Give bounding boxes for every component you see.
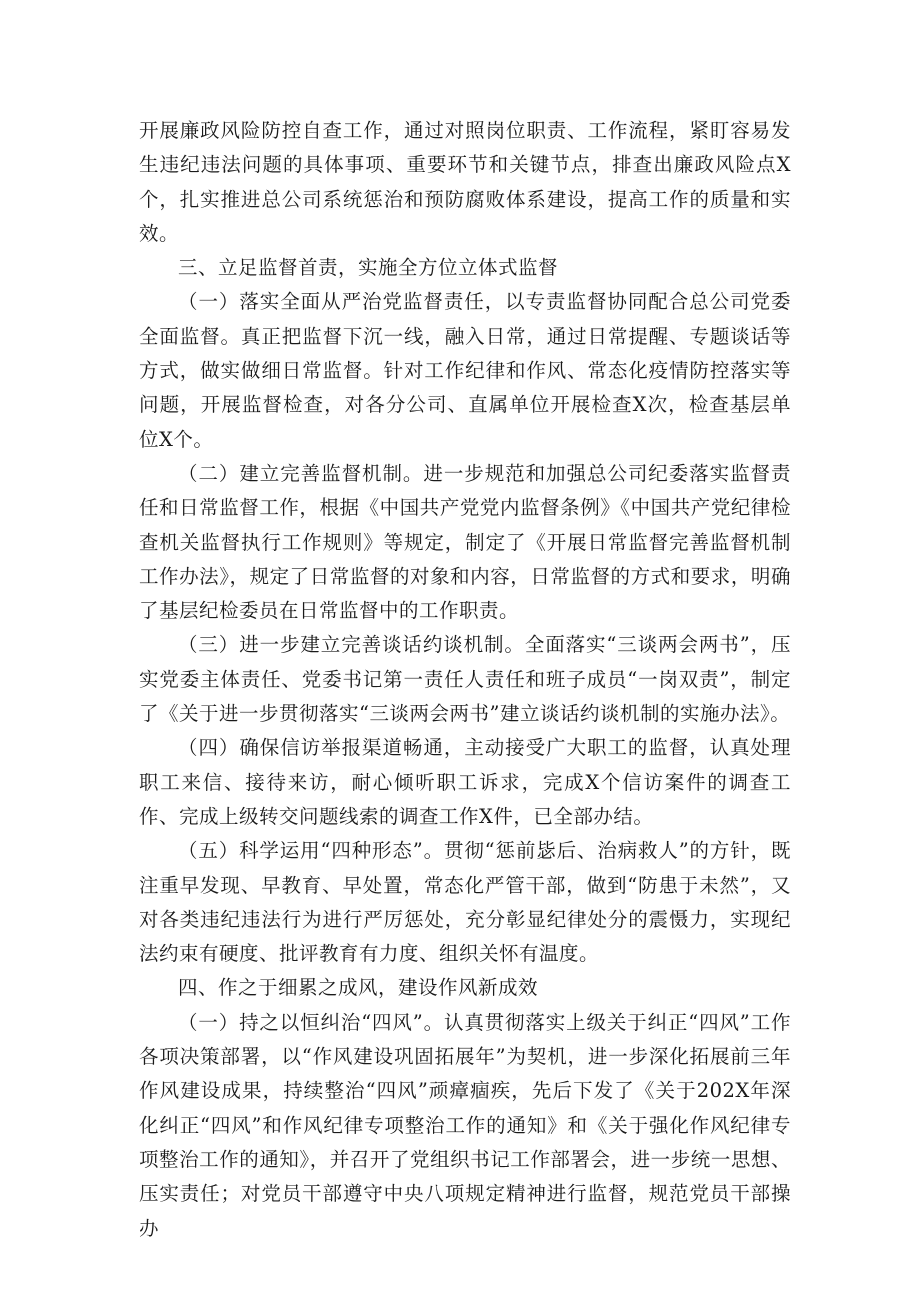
- paragraph-3-1: （一）落实全面从严治党监督责任，以专责监督协同配合总公司党委全面监督。真正把监督下沉一线，融入日常，通过日常提醒、专题谈话等方式，做实做细日常监督。针对工作纪律和作风、常态化疫情防控落实等问题，开展监督检查，对各分公司、直属单位开展检查X次，检查基层单位X个。: [139, 290, 791, 451]
- section-heading-4: 四、作之于细累之成风，建设作风新成效: [178, 976, 539, 1000]
- paragraph-3-2: （二）建立完善监督机制。进一步规范和加强总公司纪委落实监督责任和日常监督工作，根据《中国共产党党内监督条例》《中国共产党纪律检查机关监督执行工作规则》等规定，制定了《开展日常监督完善监督机制工作办法》，规定了日常监督的对象和内容，日常监督的方式和要求，明确了基层纪检委员在日常监督中的工作职责。: [139, 461, 791, 623]
- document-body: [139, 114, 791, 1246]
- section-heading-3: 三、立足监督首责，实施全方位立体式监督: [178, 256, 559, 280]
- paragraph-3-3: （三）进一步建立完善谈话约谈机制。全面落实“三谈两会两书”，压实党委主体责任、党委书记第一责任人责任和班子成员“一岗双责”，制定了《关于进一步贯彻落实“三谈两会两书”建立谈话约谈机制的实施办法》。: [139, 633, 791, 726]
- paragraph-4-1: （一）持之以恒纠治“四风”。认真贯彻落实上级关于纠正“四风”工作各项决策部署，以“作风建设巩固拓展年”为契机，进一步深化拓展前三年作风建设成果，持续整治“四风”顽瘴痼疾，先后下发了《关于202X年深化纠正“四风”和作风纪律专项整治工作的通知》和《关于强化作风纪律专项整治工作的通知》，并召开了党组织书记工作部署会，进一步统一思想、压实责任；对党员干部遵守中央八项规定精神进行监督，规范党员干部操办: [139, 1010, 791, 1240]
- paragraph-continuation: 开展廉政风险防控自查工作，通过对照岗位职责、工作流程，紧盯容易发生违纪违法问题的具体事项、重要环节和关键节点，排查出廉政风险点X个，扎实推进总公司系统惩治和预防腐败体系建设，提高工作的质量和实效。: [139, 119, 791, 245]
- paragraph-3-5: （五）科学运用“四种形态”。贯彻“惩前毖后、治病救人”的方针，既注重早发现、早教育、早处置，常态化严管干部，做到“防患于未然”，又对各类违纪违法行为进行严厉惩处，充分彰显纪律处分的震慑力，实现纪法约束有硬度、批评教育有力度、组织关怀有温度。: [139, 839, 791, 966]
- paragraph-3-4: （四）确保信访举报渠道畅通，主动接受广大职工的监督，认真处理职工来信、接待来访，耐心倾听职工诉求，完成X个信访案件的调查工作、完成上级转交问题线索的调查工作X件，已全部办结。: [139, 736, 791, 828]
